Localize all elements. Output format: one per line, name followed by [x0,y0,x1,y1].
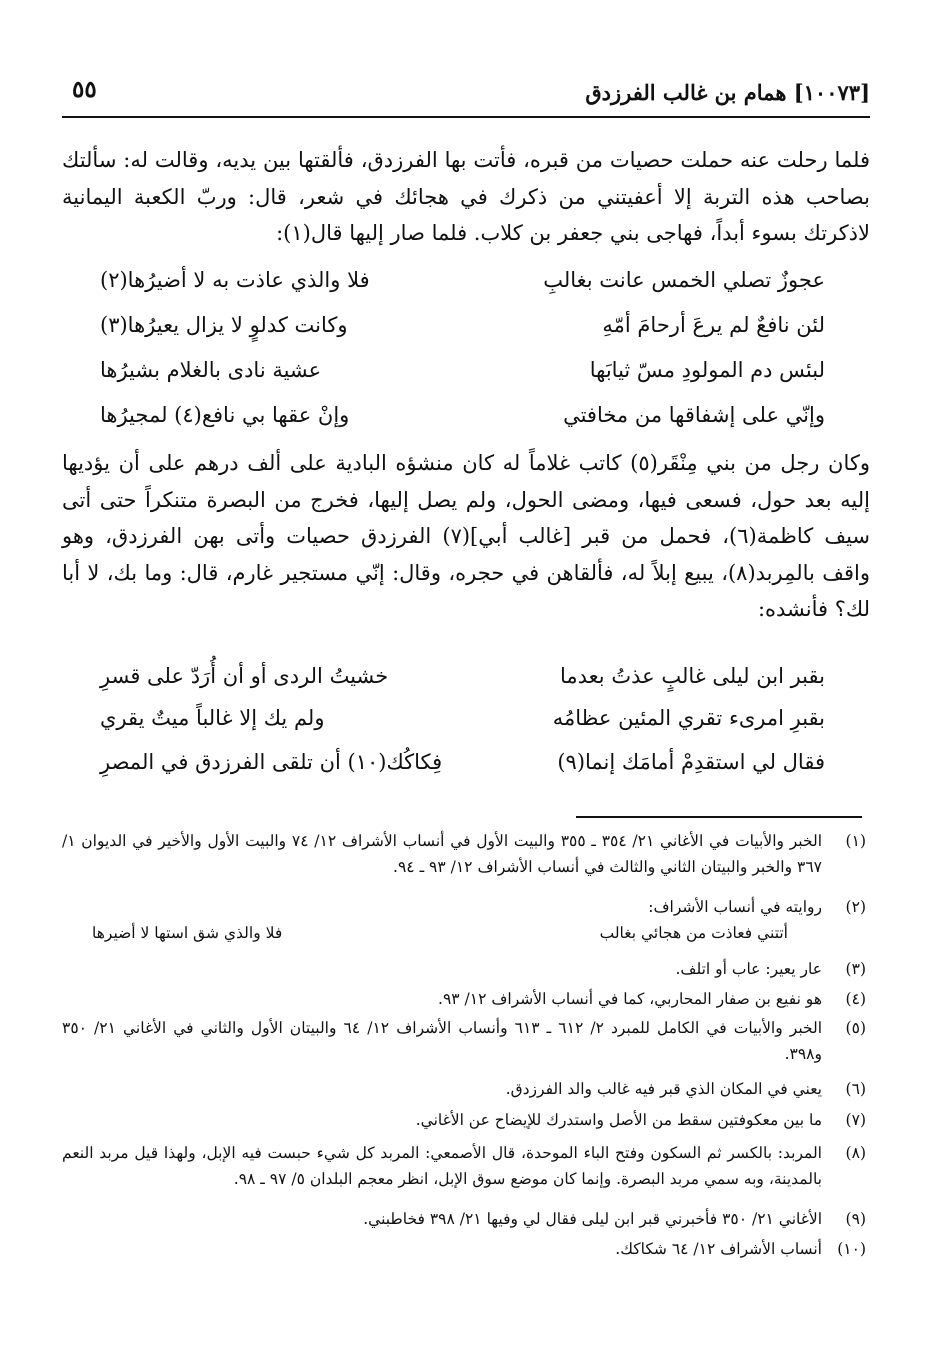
poem2-verse-1 [100,664,825,706]
footnote-text: أنساب الأشراف ١٢/ ٦٤ شكاكك. [615,1240,822,1258]
verse-second-hemistich: فلا والذي عاذت به لا أضيرُها(٢) [100,268,370,292]
verse-first-hemistich: وإنّي على إشفاقها من مخافتي [563,403,825,427]
footnote-number: (٣) [845,960,866,978]
poem1-verse-1 [100,268,825,310]
verse-first-hemistich: فقال لي استقدِمْ أمامَك إنما(٩) [557,750,825,774]
footnote-number: (١٠) [837,1240,866,1258]
footnote-number: (٢) [845,898,866,916]
verse-second-hemistich: عشية نادى بالغلام بشيرُها [100,358,322,382]
footnote-text: المربد: بالكسر ثم السكون وفتح الباء الموحدة، قال الأصمعي: المربد كل شيء حبست فيه الإبل، ولهذا قيل مربد النعم بالمدينة، وبه سمي مربد البصرة. وإنما كان موضع سوق الإبل، انظر معجم البلدان ٥/ ٩٧ ـ ٩٨. [62,1144,822,1188]
footnote-text: الأغاني ٢١/ ٣٥٠ فأخبرني قبر ابن ليلى فقال لي وفيها ٢١/ ٣٩٨ فخاطبني. [363,1210,822,1228]
footnote-10 [62,1236,866,1262]
verse-second-hemistich: وإنْ عقها بي نافع(٤) لمجيرُها [100,403,350,427]
footnote-text: الخبر والأبيات في الأغاني ٢١/ ٣٥٤ ـ ٣٥٥ والبيت الأول في أنساب الأشراف ١٢/ ٧٤ والبيت الأول والأخير في الديوان ١/ ٣٦٧ والخبر والبيتان الثاني والثالث في أنساب الأشراف ١٢/ ٩٣ ـ ٩٤. [62,832,822,876]
footnote-number: (٥) [845,1019,866,1037]
poem1-verse-4 [100,403,825,445]
page-number: ٥٥ [72,76,97,103]
footnote-9 [62,1206,866,1232]
footnote-7 [62,1107,866,1133]
verse-second-hemistich: فلا والذي شق استها لا أضيرها [92,924,283,942]
footnote-1 [62,828,866,880]
footnote-verse [62,920,822,946]
footnote-number: (٦) [845,1080,866,1098]
footnote-number: (٨) [845,1144,866,1162]
footnote-number: (٤) [845,990,866,1008]
footnote-5 [62,1015,866,1067]
footnote-text: هو نفيع بن صفار المحاربي، كما في أنساب الأشراف ١٢/ ٩٣. [438,990,822,1008]
footnote-8 [62,1140,866,1192]
verse-first-hemistich: عجوزٌ تصلي الخمس عانت بغالبِ [543,268,825,292]
verse-second-hemistich: ولم يك إلا غالباً ميتٌ يقري [100,706,325,730]
poem1-verse-2 [100,313,825,355]
footnote-number: (٧) [845,1111,866,1129]
verse-second-hemistich: فِكاكُك(١٠) أن تلقى الفرزدق في المصرِ [100,750,443,774]
footnote-number: (٩) [845,1210,866,1228]
paragraph-2: وكان رجل من بني مِنْقَر(٥) كاتب غلاماً له كان منشؤه البادية على ألف درهم على أن يؤديها إليه بعد حول، فسعى فيها، ومضى الحول، ولم يصل إليها، فخرج من البصرة متنكراً حتى أتى سيف كاظمة(٦)، فحمل من قبر [غالب أبي](٧) الفرزدق حصيات وأتى بهن الفرزدق، وهو واقف بالمِربد(٨)، يبيع إبلاً له، فألقاهن في حجره، وقال: إنّي مستجير غارم، قال: وما بك، لا أبا لك؟ فأنشده: [62,451,871,621]
footnote-text: يعني في المكان الذي قبر فيه غالب والد الفرزدق. [505,1080,822,1098]
footnote-2 [62,894,866,946]
footnote-3 [62,956,866,982]
verse-first-hemistich: بقبر ابن ليلى غالبٍ عذتُ بعدما [560,664,825,688]
verse-second-hemistich: وكانت كدلوٍ لا يزال يعيرُها(٣) [100,313,348,337]
footnote-text: عار يعير: عاب أو اتلف. [675,960,822,978]
verse-first-hemistich: لئن نافعٌ لم يرعَ أرحامَ أمّهِ [602,313,825,337]
verse-first-hemistich: لبئس دم المولودِ مسّ ثيابَها [589,358,825,382]
footnote-divider [576,816,862,818]
poem2-verse-2 [100,706,825,748]
page-header [62,72,870,118]
footnote-6 [62,1076,866,1102]
footnote-text: الخبر والأبيات في الكامل للمبرد ٢/ ٦١٢ ـ ٦١٣ وأنساب الأشراف ١٢/ ٦٤ والبيتان الأول والثاني في الأغاني ٢١/ ٣٥٠ و٣٩٨. [62,1019,823,1063]
verse-first-hemistich: بقبرِ امرىء تقري المئين عظامُه [552,706,825,730]
footnote-number: (١) [845,832,866,850]
verse-second-hemistich: خشيتُ الردى أو أن أُرَدّ على قسرِ [100,664,389,688]
paragraph-1: فلما رحلت عنه حملت حصيات من قبره، فأتت بها الفرزدق، فألقتها بين يديه، وقالت له: سألتك بصاحب هذه التربة إلا أعفيتني من ذكرك في هجائك في شعر، قال: وربّ الكعبة اليمانية لاذكرتك بسوء أبداً، فهاجى بني جعفر بن كلاب. فلما صار إليها قال(١): [62,148,870,245]
poem1-verse-3 [100,358,825,400]
footnote-4 [62,986,866,1012]
running-title: [١٠٠٧٣] همام بن غالب الفرزدق [585,80,870,105]
poem2-verse-3 [100,750,825,792]
footnote-text: روايته في أنساب الأشراف: [648,898,822,916]
footnote-text: ما بين معكوفتين سقط من الأصل واستدرك للإيضاح عن الأغاني. [415,1111,822,1129]
verse-first-hemistich: أتتني فعاذت من هجائي بغالب [599,924,788,942]
